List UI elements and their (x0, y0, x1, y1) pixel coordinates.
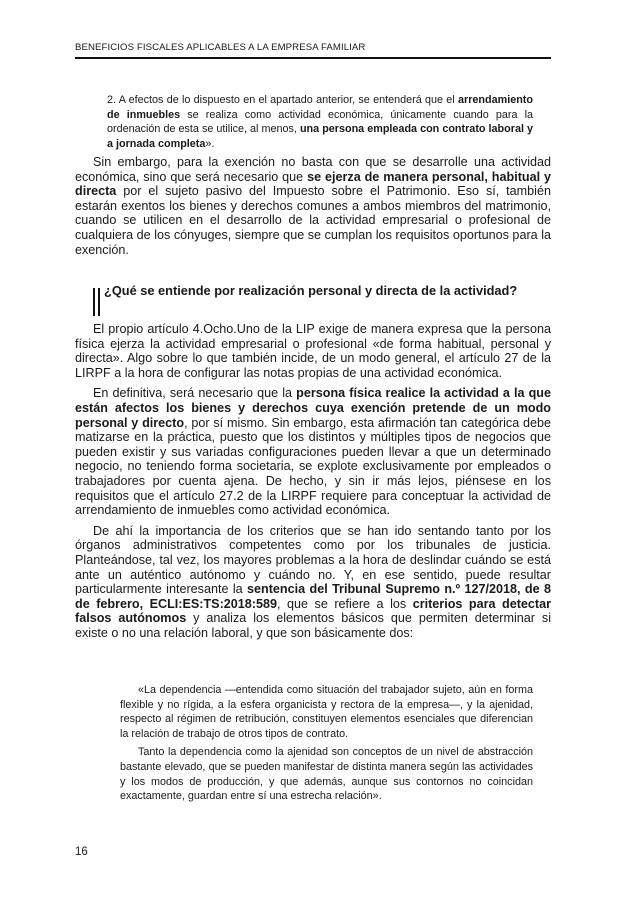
bold-text: una persona empleada con contrato laboral y a jornada completa (107, 123, 533, 150)
heading-bar (93, 288, 95, 316)
court-quote-paragraph-1: «La dependencia —entendida como situación del trabajador sujeto, aún en forma flexible y no rígida, a la esfera organicista y rectora de la empresa—, y la ajenidad, respecto al régimen de retribución, constituyen elementos esenciales que diferencian la relación de trabajo de otros tipos de contrato. (120, 684, 533, 740)
body-section (75, 322, 551, 646)
bold-text: arrendamiento de inmuebles (107, 94, 533, 121)
page-number: 16 (75, 846, 88, 858)
bold-text: persona física realice la actividad a la que están afectos los bienes y derechos cuya exención pretende de un modo personal y directo (75, 386, 551, 430)
body-paragraph-4: De ahí la importancia de los criterios que se han ido sentando tanto por los órganos administrativos competentes como por los tribunales de justicia. Planteándose, tal vez, los mayores problemas a la hora de deslindar cuándo se está ante un auténtico autónomo y cuándo no. Y, en ese sentido, puede resultar particularmente interesante la sentencia del Tribunal Supremo n.º 127/2018, de 8 de febrero, ECLI:ES:TS:2018:589, que se refiere a los criterios para detectar falsos autónomos y analiza los elementos básicos que permiten determinar si existe o no una relación laboral, y que son básicamente dos: (75, 523, 552, 640)
bold-text: se ejerza de manera personal, habitual y directa (75, 169, 551, 199)
body-paragraph-2: El propio artículo 4.Ocho.Uno de la LIP exige de manera expresa que la persona física ejerza la actividad empresarial o profesional «de forma habitual, personal y directa». Algo sobre lo que también incide, de un modo general, el artículo 27 de la LIRPF a la hora de configurar las notas propias de una actividad económica. (75, 322, 551, 380)
running-header: BENEFICIOS FISCALES APLICABLES A LA EMPRESA FAMILIAR (75, 42, 366, 53)
law-quote-paragraph: 2. A efectos de lo dispuesto en el apartado anterior, se entenderá que el arrendamiento de inmuebles se realiza como actividad económica, únicamente cuando para la ordenación de esta se utilice, al menos, una persona empleada con contrato laboral y a jornada completa». (107, 94, 533, 150)
heading-bar (98, 288, 100, 316)
section-heading: ¿Qué se entiende por realización personal y directa de la actividad? (104, 283, 518, 298)
body-paragraph-3: En definitiva, será necesario que la persona física realice la actividad a la que están afectos los bienes y derechos cuya exención pretende de un modo personal y directo, por sí mismo. Sin embargo, esta afirmación tan categórica debe matizarse en la práctica, puesto que los distintos y múltiples tipos de negocios que pueden existir y sus variadas configuraciones pueden llevar a que un determinado negocio, no teniendo forma societaria, se explote exclusivamente por empleados o trabajadores por cuenta ajena. De hecho, y sin ir más lejos, piénsese en los requisitos que el artículo 27.2 de la LIRPF requiere para conceptuar la actividad de arrendamiento de inmuebles como actividad económica. (75, 386, 552, 518)
header-rule (75, 57, 551, 59)
bold-text: criterios para detectar falsos autónomos (75, 596, 552, 626)
law-quote (107, 93, 533, 151)
court-quote (120, 683, 533, 808)
body-paragraph-1: Sin embargo, para la exención no basta con que se desarrolle una actividad económica, sino que será necesario que se ejerza de manera personal, habitual y directa por el sujeto pasivo del Impuesto sobre el Patrimonio. Eso sí, también estarán exentos los bienes y derechos comunes a ambos miembros del matrimonio, cuando se utilicen en el desarrollo de la actividad empresarial o profesional de cualquiera de los cónyuges, siempre que se cumplan los requisitos oportunos para la exención. (75, 155, 551, 257)
court-quote-paragraph-2: Tanto la dependencia como la ajenidad son conceptos de un nivel de abstracción bastante elevado, que se pueden manifestar de distinta manera según las actividades y los modos de producción, y que además, aunque sus contornos no coincidan exactamente, guardan entre sí una estrecha relación». (120, 746, 533, 803)
bold-text: sentencia del Tribunal Supremo n.º 127/2018, de 8 de febrero, ECLI:ES:TS:2018:589 (75, 582, 551, 611)
